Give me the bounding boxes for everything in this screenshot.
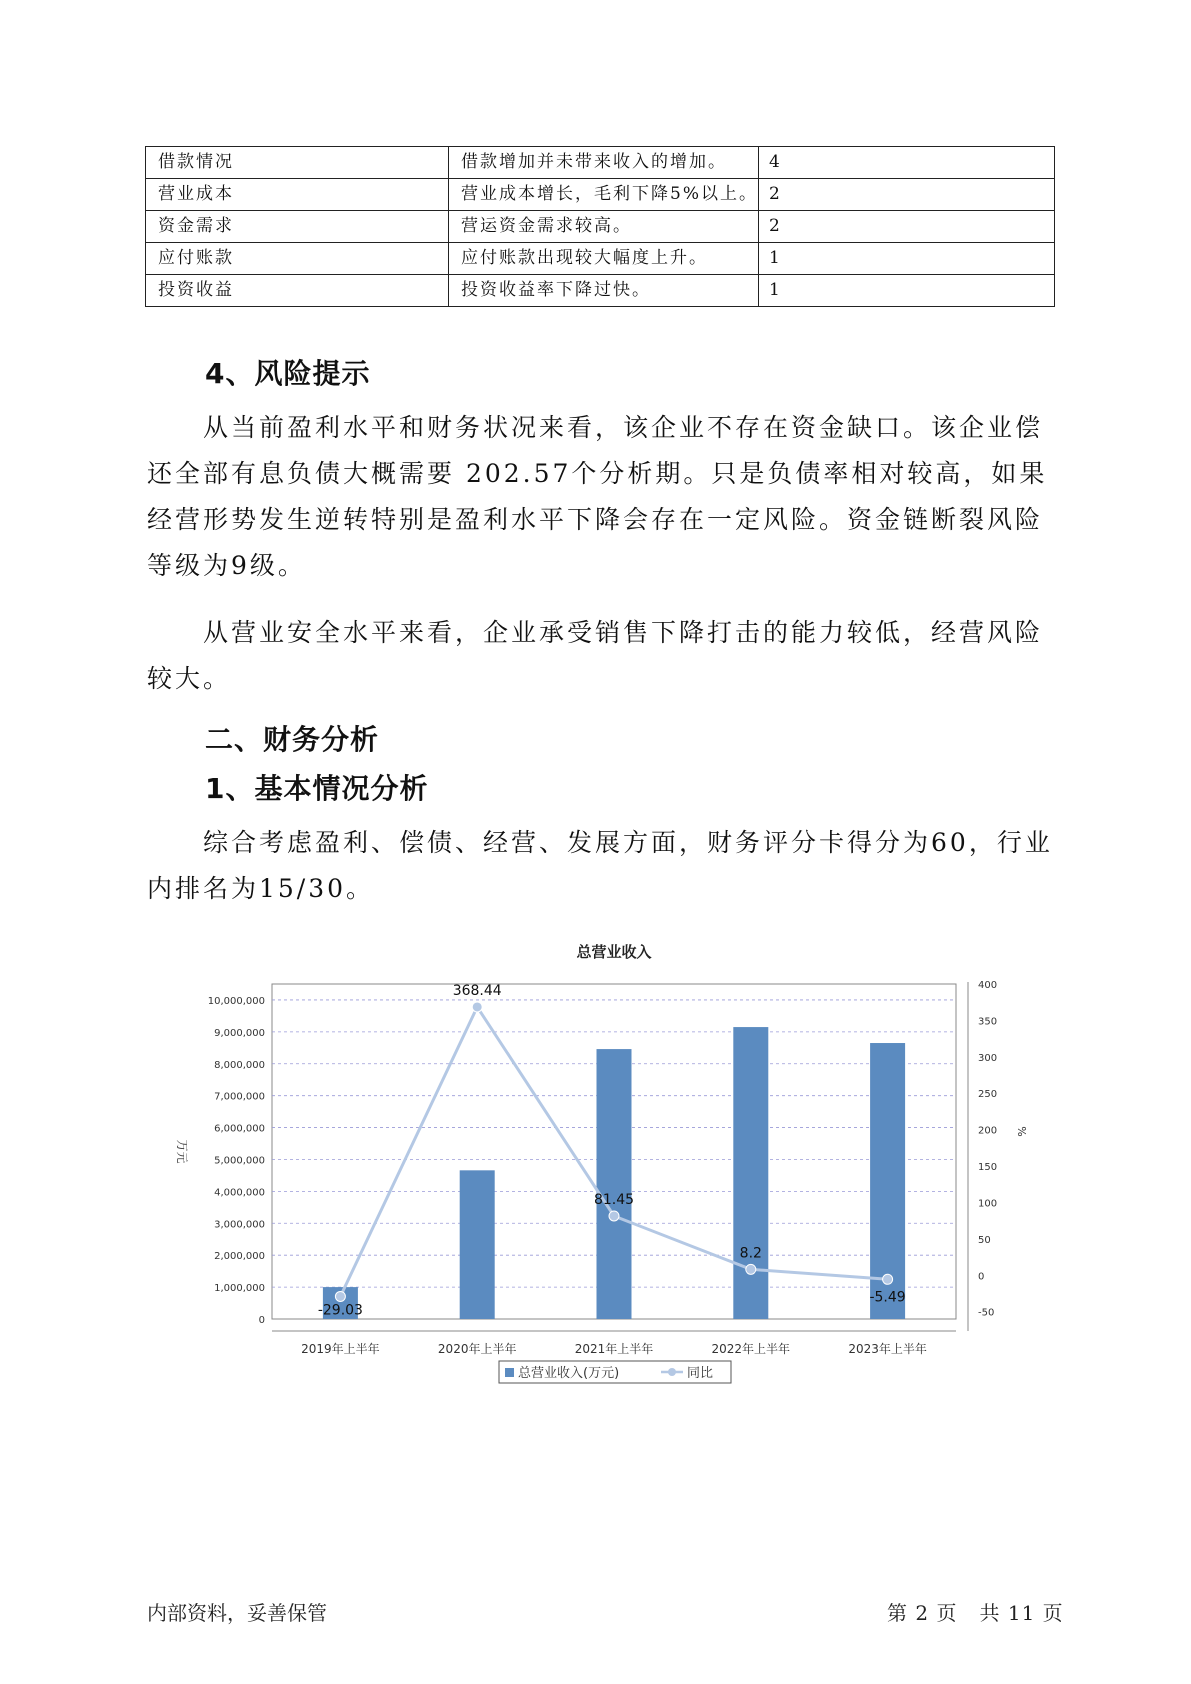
basic-analysis-heading: 1、基本情况分析 — [205, 772, 429, 805]
y-right-tick-label: 0 — [978, 1271, 985, 1283]
revenue-bar — [460, 1170, 495, 1319]
finance-section-heading: 二、财务分析 — [205, 723, 380, 756]
yoy-point — [746, 1264, 756, 1274]
table-row — [146, 147, 1055, 179]
legend-line-marker — [668, 1368, 676, 1376]
table-cell-item: 应付账款 — [146, 243, 449, 275]
basic-analysis-paragraph: 综合考虑盈利、偿债、经营、发展方面，财务评分卡得分为60，行业内排名为15/30。 — [147, 828, 1053, 903]
legend-bar-label: 总营业收入(万元) — [518, 1366, 620, 1381]
table-cell-desc: 借款增加并未带来收入的增加。 — [449, 147, 759, 179]
y-right-tick-label: -50 — [978, 1307, 995, 1319]
y-tick-label: 5,000,000 — [214, 1155, 265, 1167]
yoy-point — [335, 1291, 345, 1301]
footer-page-number: 第 2 页 共 11 页 — [887, 1601, 1064, 1625]
y-tick-label: 9,000,000 — [214, 1027, 265, 1039]
table-row — [146, 243, 1055, 275]
revenue-chart — [170, 935, 1030, 1405]
table-cell-score: 1 — [758, 243, 1054, 275]
x-tick-label: 2022年上半年 — [711, 1342, 791, 1356]
table-cell-item: 借款情况 — [146, 147, 449, 179]
x-tick-label: 2019年上半年 — [301, 1342, 380, 1356]
yoy-data-label: 81.45 — [593, 1191, 635, 1208]
table-cell-score: 1 — [758, 275, 1054, 307]
yoy-data-label: 8.2 — [739, 1245, 762, 1262]
yoy-point — [472, 1002, 482, 1012]
y-right-tick-label: 350 — [978, 1016, 998, 1028]
y-right-tick-label: 100 — [978, 1198, 998, 1210]
table-cell-desc: 营运资金需求较高。 — [449, 211, 759, 243]
revenue-bar — [733, 1027, 768, 1319]
yoy-data-label: -29.03 — [317, 1302, 363, 1319]
risk-section-heading: 4、风险提示 — [205, 357, 371, 390]
y-right-tick-label: 300 — [978, 1052, 998, 1064]
y-tick-label: 8,000,000 — [214, 1059, 265, 1071]
y-tick-label: 0 — [258, 1315, 265, 1326]
y-axis-label: 万元 — [175, 1139, 189, 1164]
chart-title: 总营业收入 — [576, 943, 652, 961]
y-tick-label: 10,000,000 — [207, 995, 265, 1007]
risk-paragraph-1: 从当前盈利水平和财务状况来看，该企业不存在资金缺口。该企业偿还全部有息负债大概需要 202.57个分析期。只是负债率相对较高，如果经营形势发生逆转特别是盈利水平下降会存在一定风险。资金链断裂风险等级为9级。 — [147, 413, 1048, 580]
y-tick-label: 1,000,000 — [214, 1283, 265, 1295]
x-tick-label: 2021年上半年 — [574, 1342, 654, 1356]
yoy-point — [883, 1274, 893, 1284]
y-right-tick-label: 50 — [978, 1234, 991, 1246]
y-right-tick-label: 400 — [978, 980, 998, 991]
x-tick-label: 2023年上半年 — [848, 1342, 927, 1356]
table-row — [146, 211, 1055, 243]
risk-table — [145, 146, 1055, 307]
y-right-tick-label: 200 — [978, 1125, 998, 1137]
table-row — [146, 179, 1055, 211]
x-tick-label: 2020年上半年 — [437, 1342, 517, 1356]
yoy-point — [609, 1211, 619, 1221]
table-cell-score: 2 — [758, 179, 1054, 211]
risk-paragraph-2: 从营业安全水平来看，企业承受销售下降打击的能力较低，经营风险较大。 — [147, 618, 1044, 693]
table-cell-item: 投资收益 — [146, 275, 449, 307]
table-row — [146, 275, 1055, 307]
table-cell-desc: 应付账款出现较大幅度上升。 — [449, 243, 759, 275]
legend-line-label: 同比 — [687, 1366, 714, 1381]
table-cell-desc: 投资收益率下降过快。 — [449, 275, 759, 307]
legend-bar-swatch — [505, 1368, 514, 1377]
yoy-data-label: 368.44 — [452, 982, 502, 999]
y-tick-label: 4,000,000 — [214, 1187, 265, 1199]
table-cell-score: 2 — [758, 211, 1054, 243]
y-right-tick-label: 250 — [978, 1089, 998, 1101]
y-tick-label: 7,000,000 — [214, 1091, 265, 1103]
y-right-tick-label: 150 — [978, 1162, 998, 1174]
table-cell-desc: 营业成本增长，毛利下降5%以上。 — [449, 179, 759, 211]
y-tick-label: 6,000,000 — [214, 1123, 265, 1135]
y-tick-label: 2,000,000 — [214, 1251, 265, 1263]
y-tick-label: 3,000,000 — [214, 1219, 265, 1231]
table-cell-item: 资金需求 — [146, 211, 449, 243]
table-cell-item: 营业成本 — [146, 179, 449, 211]
yoy-data-label: -5.49 — [869, 1289, 906, 1306]
revenue-bar — [597, 1049, 632, 1319]
footer-confidential: 内部资料，妥善保管 — [147, 1601, 327, 1625]
y-right-axis-label: % — [1015, 1126, 1028, 1137]
table-cell-score: 4 — [758, 147, 1054, 179]
